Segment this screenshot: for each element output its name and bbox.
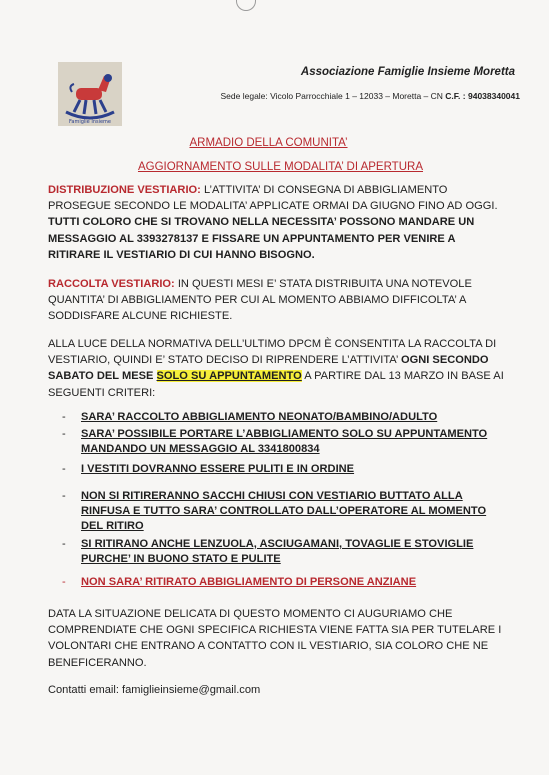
legal-address bbox=[160, 91, 520, 101]
criteria-item bbox=[60, 410, 501, 425]
normativa-text-a: ALLA LUCE DELLA NORMATIVA DELL’ULTIMO DPCM È CONSENTITA LA RACCOLTA DI VESTIARIO, QUINDI E’ STATO DECISO DI RIPRENDERE L’ATTIVITA’ bbox=[48, 338, 497, 367]
raccolta-text: IN QUESTI MESI E’ STATA DISTRIBUITA UNA NOTEVOLE QUANTITA’ DI ABBIGLIAMENTO PER CUI AL MOMENTO ABBIAMO DIFFICOLTA’ A SODDISFARE ALCUNE RICHIESTE. bbox=[48, 278, 472, 323]
association-name: Associazione Famiglie Insieme Moretta bbox=[300, 66, 515, 78]
section-distribuzione bbox=[48, 182, 508, 263]
bullet-dash: - bbox=[62, 463, 66, 475]
criteria-item bbox=[60, 537, 501, 567]
logo-caption: Famiglie Insieme bbox=[68, 119, 112, 125]
bullet-dash: - bbox=[62, 538, 66, 550]
binder-hole-mark bbox=[236, 0, 256, 11]
criteria-item bbox=[60, 575, 501, 590]
criteria-text: SARA’ POSSIBILE PORTARE L’ABBIGLIAMENTO SOLO SU APPUNTAMENTO MANDANDO UN MESSAGGIO AL 3341800834 bbox=[81, 428, 488, 455]
bullet-dash: - bbox=[62, 490, 66, 502]
cf-label: C.F. : bbox=[445, 91, 466, 101]
criteria-text: I VESTITI DOVRANNO ESSERE PULITI E IN ORDINE bbox=[81, 463, 355, 475]
bullet-dash: - bbox=[62, 428, 66, 440]
document-title: ARMADIO DELLA COMUNITA’ bbox=[189, 137, 348, 149]
criteria-item bbox=[60, 489, 501, 533]
closing-paragraph: DATA LA SITUAZIONE DELICATA DI QUESTO MOMENTO CI AUGURIAMO CHE COMPRENDIATE CHE OGNI SPECIFICA RICHIESTA VIENE FATTA SIA PER TUTELARE I VOLONTARI CHE ENTRANO A CONTATTO CON IL VESTIARIO, SIA COLORO CHE NE BENEFICERANNO. bbox=[48, 608, 502, 669]
distribuzione-text: L’ATTIVITA’ DI CONSEGNA DI ABBIGLIAMENTO PROSEGUE SECONDO LE MODALITA’ APPLICATE ORMAI DA GIUGNO FINO AD OGGI. bbox=[48, 184, 498, 213]
section-normativa bbox=[48, 336, 508, 401]
bullet-dash: - bbox=[62, 576, 66, 588]
distribuzione-label: DISTRIBUZIONE VESTIARIO: bbox=[48, 184, 201, 196]
normativa-highlight: SOLO SU APPUNTAMENTO bbox=[156, 370, 302, 383]
criteria-item bbox=[60, 427, 501, 457]
address-text: Sede legale: Vicolo Parrocchiale 1 – 12033 – Moretta – CN bbox=[220, 91, 443, 101]
criteria-text: NON SI RITIRERANNO SACCHI CHIUSI CON VESTIARIO BUTTATO ALLA RINFUSA E TUTTO SARA’ CONTROLLATO DALL’OPERATORE AL MOMENTO DEL RITIRO bbox=[81, 490, 487, 532]
criteria-text: SARA’ RACCOLTO ABBIGLIAMENTO NEONATO/BAMBINO/ADULTO bbox=[81, 411, 438, 423]
document-subtitle: AGGIORNAMENTO SULLE MODALITA’ DI APERTURA bbox=[137, 161, 423, 173]
cf-value: 94038340041 bbox=[467, 91, 520, 101]
bullet-dash: - bbox=[62, 411, 66, 423]
section-raccolta bbox=[48, 276, 508, 325]
criteria-item bbox=[60, 462, 501, 477]
distribuzione-bold-text: TUTTI COLORO CHE SI TROVANO NELLA NECESSITA’ POSSONO MANDARE UN MESSAGGIO AL 3393278137 E FISSARE UN APPUNTAMENTO PER VENIRE A RITIRARE IL VESTIARIO DI CUI HANNO BISOGNO. bbox=[48, 216, 475, 261]
criteria-text: SI RITIRANO ANCHE LENZUOLA, ASCIUGAMANI, TOVAGLIE E STOVIGLIE PURCHE’ IN BUONO STATO E PULITE bbox=[81, 538, 474, 565]
raccolta-label: RACCOLTA VESTIARIO: bbox=[48, 278, 175, 290]
normativa-bold: OGNI SECONDO SABATO DEL MESE bbox=[48, 354, 489, 383]
criteria-text: NON SARA’ RITIRATO ABBIGLIAMENTO DI PERSONE ANZIANE bbox=[81, 576, 417, 588]
contact-email: Contatti email: famiglieinsieme@gmail.com bbox=[48, 684, 261, 696]
association-logo bbox=[58, 62, 122, 126]
normativa-text-b: A PARTIRE DAL 13 MARZO IN BASE AI SEGUENTI CRITERI: bbox=[48, 370, 504, 399]
